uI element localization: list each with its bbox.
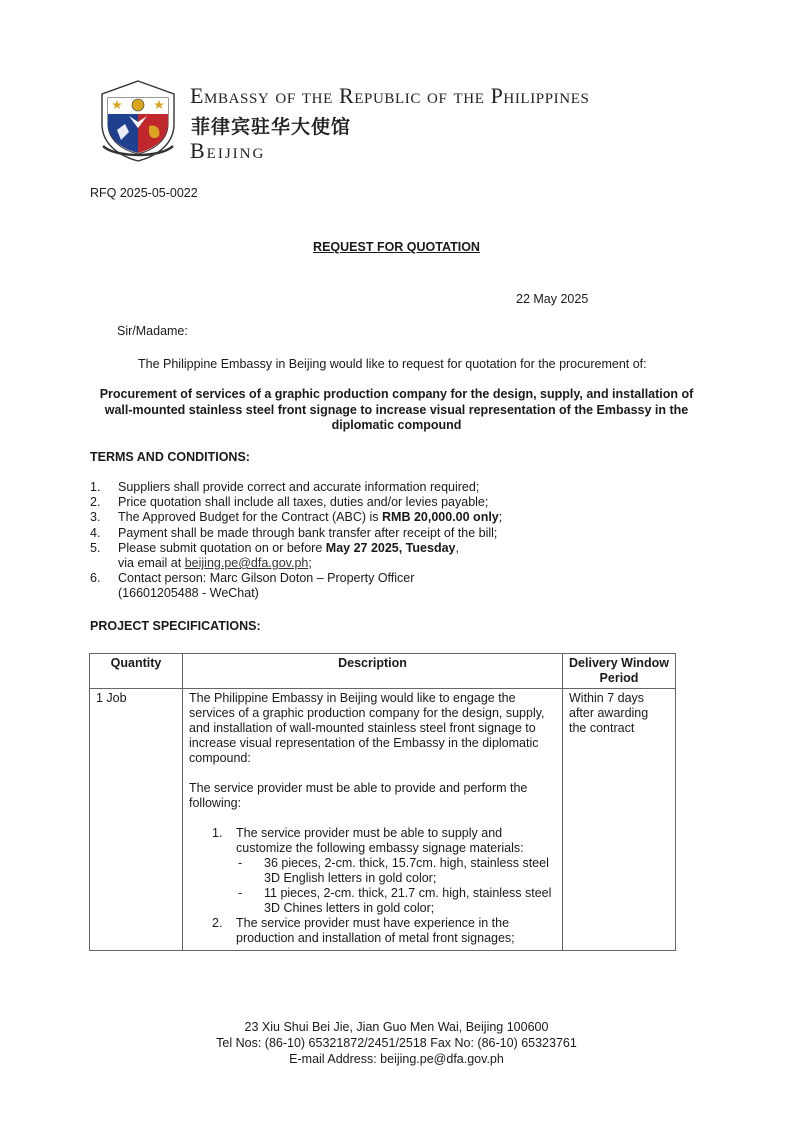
description-paragraph: The service provider must be able to provide and perform the following: [189,781,528,810]
terms-item [90,495,710,510]
procurement-subject: Procurement of services of a graphic production company for the design, supply, and installation of wall-mounted stainless steel front signage to increase visual representation of the Embassy in the diplomatic compound [99,387,694,432]
embassy-name [190,83,589,109]
terms-item [90,541,710,571]
terms-item-punct: ; [498,510,503,525]
submission-email-link[interactable]: beijing.pe@dfa.gov.ph [184,556,309,571]
terms-item-text: Please submit quotation on or before [118,540,326,555]
document-title-text: REQUEST FOR QUOTATION [313,240,480,254]
terms-item-text: Price quotation shall include all taxes, duties and/or levies payable; [118,495,489,510]
terms-item-number: 3. [90,510,101,525]
embassy-name-chinese: 菲律宾驻华大使馆 [191,116,352,138]
cell-quantity: 1 Job [90,689,183,951]
cell-description [183,689,563,951]
footer-phone: Tel Nos: (86-10) 65321872/2451/2518 Fax No: (86-10) 65323761 [216,1036,577,1050]
requirement-number: 1. [212,826,223,840]
rfq-number: RFQ 2025-05-0022 [90,186,198,200]
table-row [90,689,676,951]
deadline-date: May 27 2025, Tuesday [325,540,456,555]
terms-item-text: Contact person: Marc Gilson Doton – Property Officer [118,571,415,586]
terms-item-number: 4. [90,525,101,540]
requirement-text: The service provider must be able to supply and customize the following embassy signage materials: [236,826,524,855]
terms-item [90,526,710,541]
terms-item-number: 5. [90,540,101,555]
terms-item-number: 1. [90,480,101,494]
requirement-text: The service provider must have experience in the production and installation of metal front signages; [236,916,515,945]
embassy-name-text: Embassy of the Republic of the Philippines [190,83,590,108]
footer-email: E-mail Address: beijing.pe@dfa.gov.ph [289,1052,504,1066]
document-title [0,240,793,254]
terms-item-text: Payment shall be made through bank transfer after receipt of the bill; [118,525,498,540]
cell-delivery: Within 7 days after awarding the contract [563,689,676,951]
terms-item [90,510,710,525]
column-header-delivery: Delivery Window Period [563,654,676,689]
terms-item-number: 2. [90,495,101,510]
column-header-description: Description [183,654,563,689]
material-item: - 36 pieces, 2-cm. thick, 15.7cm. high, stainless steel 3D English letters in gold color; [236,856,556,886]
intro-paragraph: The Philippine Embassy in Beijing would like to request for quotation for the procurement of: [138,357,647,371]
footer [0,1019,793,1067]
footer-address: 23 Xiu Shui Bei Jie, Jian Guo Men Wai, Beijing 100600 [244,1020,549,1034]
terms-item [90,571,710,601]
materials-list [236,856,556,916]
column-header-quantity: Quantity [90,654,183,689]
terms-heading: TERMS AND CONDITIONS: [90,450,250,464]
contact-wechat: (16601205488 - WeChat) [118,586,259,601]
budget-amount: RMB 20,000.00 only [382,510,499,525]
terms-item-text: Suppliers shall provide correct and accurate information required; [118,480,480,494]
specifications-table [89,653,676,951]
terms-item-punct: ; [308,556,312,571]
terms-item-text: The Approved Budget for the Contract (ABC) is [118,510,383,525]
embassy-city [190,138,265,164]
description-paragraph: The Philippine Embassy in Beijing would like to engage the services of a graphic production company for the design, supply, and installation of wall-mounted stainless steel front signage to increase visual representation of the Embassy in the diplomatic compound: [189,691,545,765]
terms-item-number: 6. [90,571,101,586]
requirement-number: 2. [212,916,223,930]
salutation: Sir/Madame: [117,324,188,338]
material-item: - 11 pieces, 2-cm. thick, 21.7 cm. high, stainless steel 3D Chines letters in gold color; [236,886,556,916]
embassy-seal-logo [99,80,177,162]
table-header-row [90,654,676,689]
embassy-city-text: Beijing [190,138,266,163]
requirement-item [189,826,556,916]
document-date: 22 May 2025 [516,292,589,306]
terms-item-text: via email at [118,556,185,571]
terms-item [90,480,710,495]
terms-list [90,480,710,602]
requirements-list [189,826,556,946]
requirement-item [189,916,556,946]
terms-item-punct: , [455,540,459,555]
specifications-heading: PROJECT SPECIFICATIONS: [90,619,261,633]
